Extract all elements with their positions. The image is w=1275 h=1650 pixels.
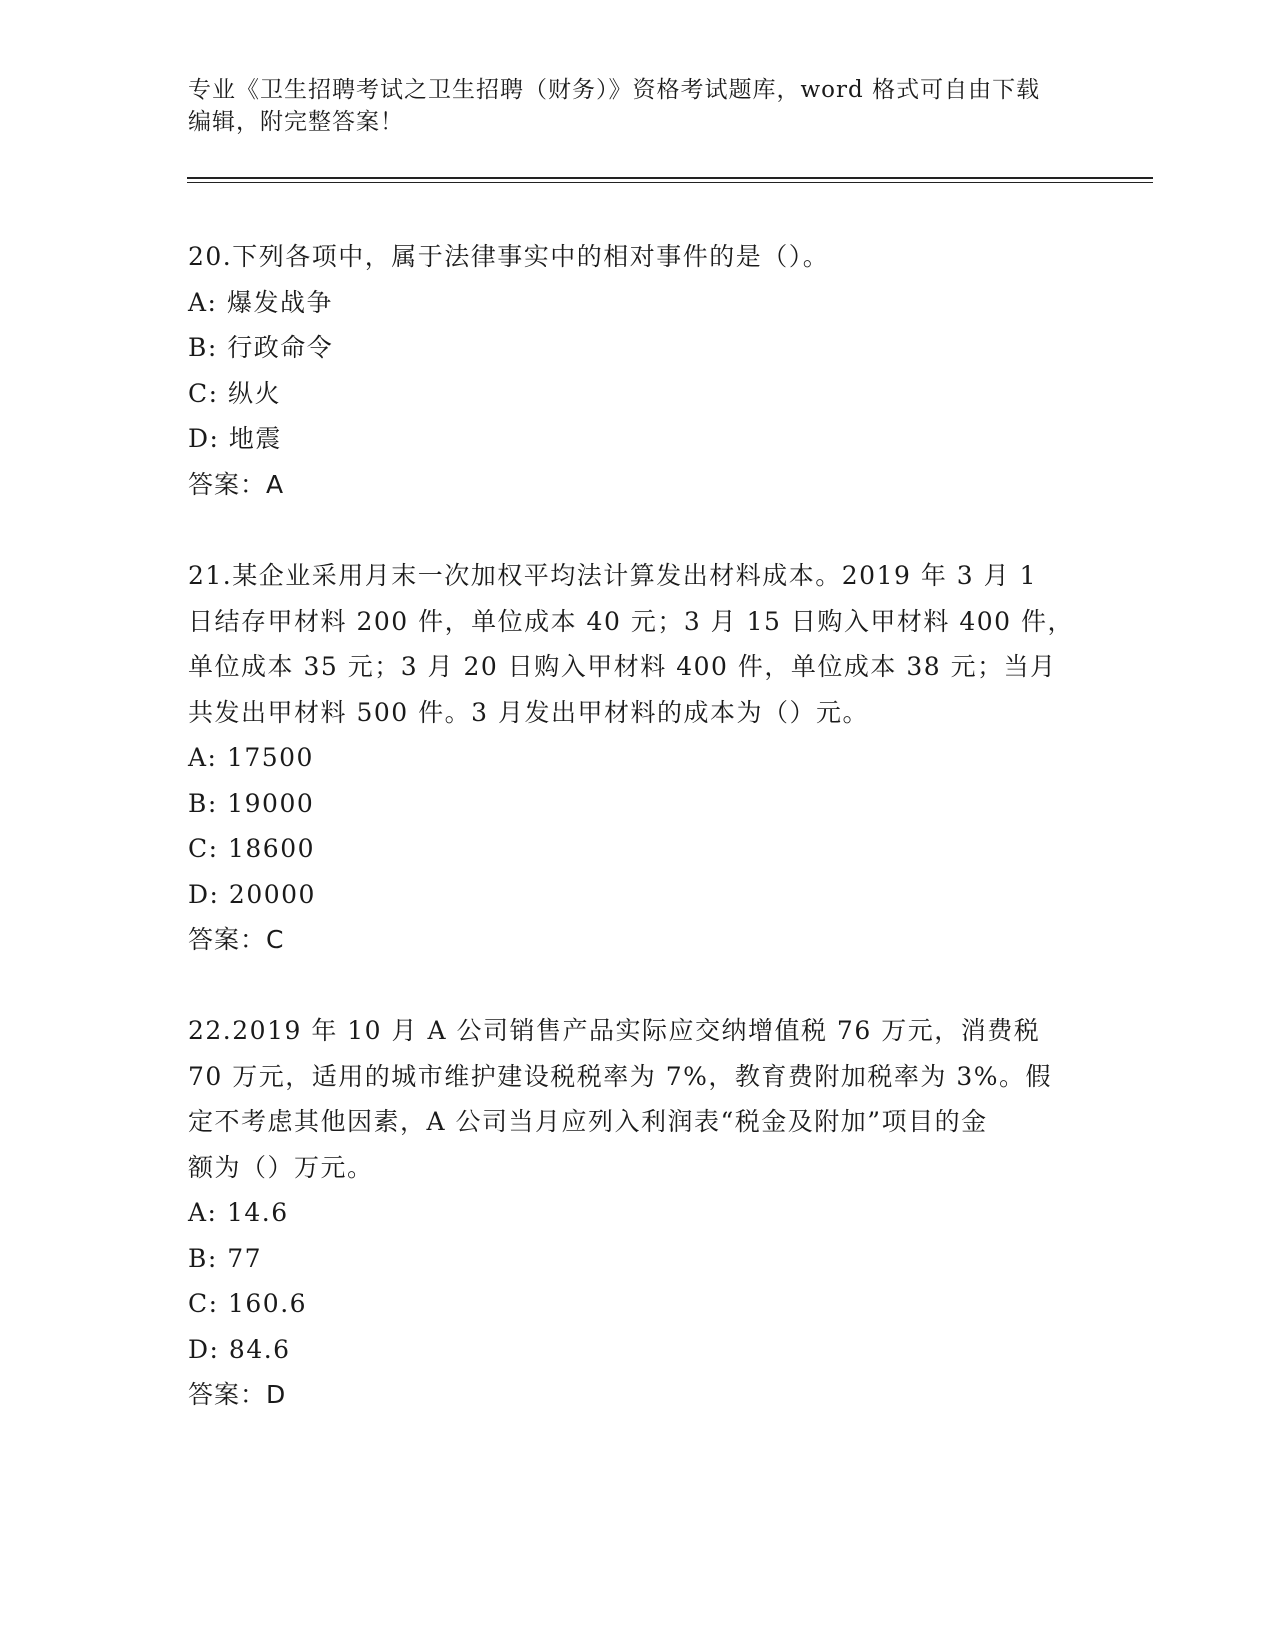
- option-label: D:: [188, 424, 229, 453]
- answer: 答案：D: [188, 1380, 287, 1409]
- question-stem-line: 21.某企业采用月末一次加权平均法计算发出材料成本。2019 年 3 月 1: [188, 561, 1037, 590]
- question-stem-line: 额为（）万元。: [188, 1152, 374, 1182]
- option-c: [188, 826, 1088, 872]
- option-a: [188, 1190, 1088, 1236]
- option-b: [188, 1236, 1088, 1282]
- option-text: 行政命令: [227, 333, 334, 362]
- option-c: [188, 1281, 1088, 1327]
- question-stem-line: 单位成本 35 元；3 月 20 日购入甲材料 400 件，单位成本 38 元；当月: [188, 652, 1057, 681]
- option-text: 14.6: [226, 1198, 289, 1227]
- option-label: A:: [188, 1198, 227, 1227]
- option-text: 纵火: [228, 378, 282, 408]
- option-text: 爆发战争: [226, 287, 333, 317]
- option-label: C:: [188, 378, 228, 408]
- question-stem-line: 共发出甲材料 500 件。3 月发出甲材料的成本为（）元。: [188, 697, 869, 727]
- option-text: 18600: [228, 834, 316, 863]
- option-text: 160.6: [228, 1289, 308, 1318]
- question-22: [188, 1008, 1088, 1418]
- option-c: [188, 371, 1088, 417]
- option-label: D:: [188, 1334, 229, 1364]
- header-line-1: 专业《卫生招聘考试之卫生招聘（财务）》资格考试题库，word 格式可自由下载: [188, 77, 1041, 103]
- header-divider-thick: [187, 177, 1153, 179]
- question-stem-line: 日结存甲材料 200 件，单位成本 40 元；3 月 15 日购入甲材料 400 件，: [188, 606, 1074, 636]
- option-text: 84.6: [228, 1334, 291, 1364]
- option-label: B:: [188, 333, 228, 362]
- option-text: 17500: [226, 743, 314, 772]
- option-label: B:: [188, 1243, 228, 1273]
- option-text: 20000: [228, 879, 316, 909]
- option-text: 19000: [227, 788, 315, 818]
- header-line-2: 编辑，附完整答案！: [188, 109, 404, 135]
- option-label: D:: [188, 879, 229, 909]
- question-20: [188, 234, 1088, 507]
- question-stem: [188, 234, 1088, 280]
- option-text: 地震: [228, 424, 282, 453]
- option-b: [188, 781, 1088, 827]
- option-label: C:: [188, 834, 228, 863]
- option-label: A:: [188, 287, 227, 317]
- question-stem-line: 70 万元，适用的城市维护建设税税率为 7%，教育费附加税率为 3%。假: [188, 1061, 1052, 1091]
- option-label: A:: [188, 743, 227, 772]
- question-stem: [188, 553, 1088, 735]
- header-divider-thin: [187, 182, 1153, 183]
- question-stem-line: 22.2019 年 10 月 A 公司销售产品实际应交纳增值税 76 万元，消费税: [188, 1016, 1041, 1045]
- answer: 答案：C: [188, 925, 285, 954]
- option-d: [188, 1327, 1088, 1373]
- option-text: 77: [227, 1243, 263, 1273]
- option-d: [188, 872, 1088, 918]
- question-stem-line: 定不考虑其他因素，A 公司当月应列入利润表“税金及附加”项目的金: [188, 1107, 988, 1136]
- option-label: B:: [188, 788, 228, 818]
- option-a: [188, 735, 1088, 781]
- question-21: [188, 553, 1088, 963]
- option-label: C:: [188, 1289, 228, 1318]
- question-stem-line: 20.下列各项中，属于法律事实中的相对事件的是（）。: [188, 242, 830, 271]
- option-a: [188, 280, 1088, 326]
- document-header: [188, 74, 1088, 138]
- option-b: [188, 325, 1088, 371]
- answer: 答案：A: [188, 469, 285, 499]
- question-stem: [188, 1008, 1088, 1190]
- option-d: [188, 416, 1088, 462]
